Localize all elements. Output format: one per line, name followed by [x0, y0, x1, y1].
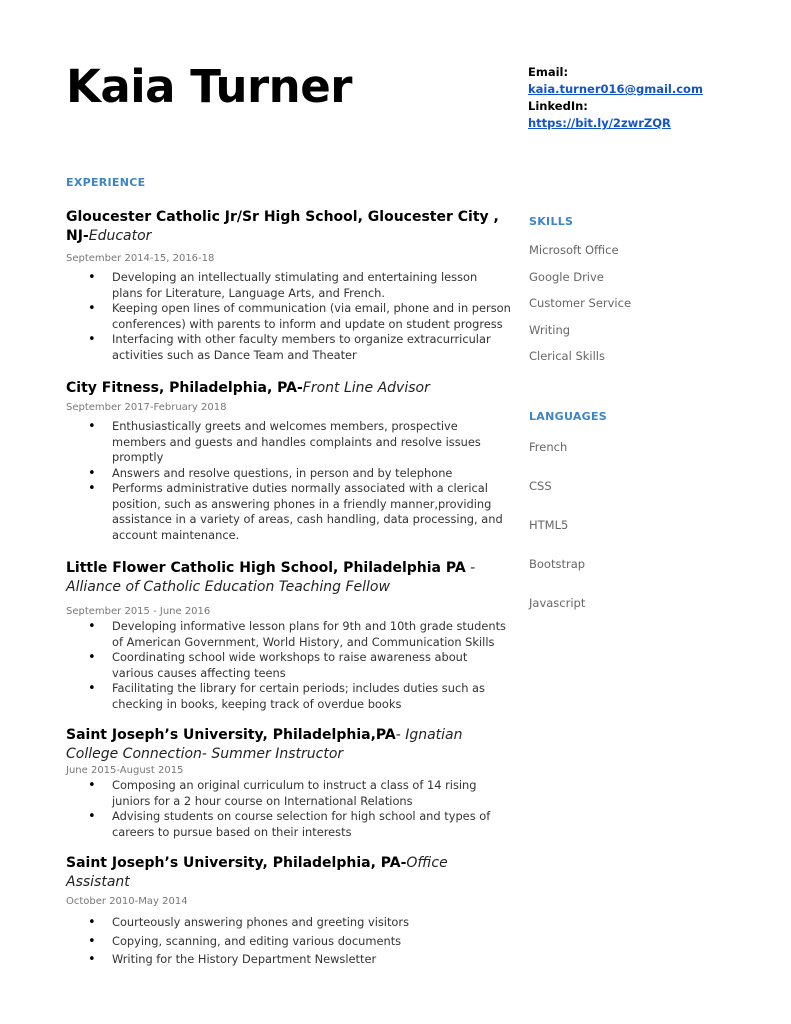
linkedin-link[interactable]: https://bit.ly/2zwrZQR	[528, 116, 671, 130]
skills-heading: SKILLS	[529, 215, 574, 228]
job-org: City Fitness, Philadelphia, PA-	[66, 380, 303, 396]
bullet-item: • Enthusiastically greets and welcomes members, prospective members and guests and handles complaints and resolve issues promptly	[66, 419, 511, 466]
job-bullets	[66, 778, 511, 840]
contact-block	[528, 64, 703, 132]
job-dates: October 2010-May 2014	[66, 896, 188, 907]
job-org: Saint Joseph’s University, Philadelphia,PA	[66, 727, 396, 743]
languages-heading: LANGUAGES	[529, 410, 608, 423]
job-bullets	[66, 419, 511, 543]
language-item: Bootstrap	[529, 557, 586, 571]
language-item: Javascript	[529, 596, 586, 610]
job-dates: September 2015 - June 2016	[66, 606, 211, 617]
language-item: French	[529, 440, 568, 454]
job-dates: September 2014-15, 2016-18	[66, 253, 215, 264]
job-org: Saint Joseph’s University, Philadelphia, PA-	[66, 855, 407, 871]
job-role: Office Assistant	[66, 855, 448, 890]
job-bullets	[66, 915, 511, 968]
job-entry	[66, 208, 511, 363]
bullet-item: • Answers and resolve questions, in person and by telephone	[66, 466, 511, 482]
skill-item: Microsoft Office	[529, 243, 619, 257]
bullet-item: • Interfacing with other faculty members to organize extracurricular activities such as Dance Team and Theater	[66, 332, 511, 363]
job-entry	[66, 379, 511, 543]
job-heading	[66, 208, 511, 246]
linkedin-label: LinkedIn:	[528, 99, 588, 113]
job-bullets	[66, 270, 511, 363]
language-item: HTML5	[529, 518, 569, 532]
skill-item: Writing	[529, 322, 571, 337]
bullet-item: • Developing an intellectually stimulating and entertaining lesson plans for Literature, Language Arts, and French.	[66, 270, 511, 301]
languages-section	[529, 410, 729, 634]
job-role: - Alliance of Catholic Education Teaching Fellow	[66, 560, 476, 595]
job-role: - Ignatian College Connection- Summer Instructor	[66, 727, 463, 762]
job-heading	[66, 559, 511, 597]
job-dates: September 2017-February 2018	[66, 402, 227, 413]
job-org: Gloucester Catholic Jr/Sr High School, Gloucester City , NJ-	[66, 209, 499, 244]
bullet-item: • Advising students on course selection for high school and types of careers to pursue based on their interests	[66, 809, 511, 840]
email-label: Email:	[528, 65, 569, 79]
bullet-item: • Keeping open lines of communication (via email, phone and in person conferences) with parents to inform and update on student progress	[66, 301, 511, 332]
experience-heading: EXPERIENCE	[66, 176, 146, 189]
bullet-item: • Developing informative lesson plans for 9th and 10th grade students of American Government, World History, and Communication Skills	[66, 619, 511, 650]
experience-section	[66, 208, 511, 980]
bullet-item: • Performs administrative duties normally associated with a clerical position, such as answering phones in a friendly manner,providing assistance in a variety of areas, cash handling, data processing, and account maintenance.	[66, 481, 511, 543]
job-heading	[66, 854, 511, 892]
job-org: Little Flower Catholic High School, Philadelphia PA	[66, 560, 466, 576]
job-entry	[66, 726, 511, 840]
bullet-item: • Writing for the History Department Newsletter	[66, 952, 511, 968]
language-item: CSS	[529, 479, 552, 493]
candidate-name: Kaia Turner	[66, 60, 352, 113]
skill-item: Customer Service	[529, 296, 632, 310]
skills-section	[529, 215, 729, 365]
bullet-item: • Copying, scanning, and editing various documents	[66, 934, 511, 950]
job-heading	[66, 379, 511, 398]
job-entry	[66, 854, 511, 968]
job-role: Educator	[88, 228, 152, 244]
bullet-item: • Composing an original curriculum to instruct a class of 14 rising juniors for a 2 hour course on International Relations	[66, 778, 511, 809]
job-dates: June 2015-August 2015	[66, 765, 184, 776]
bullet-item: • Facilitating the library for certain periods; includes duties such as checking in books, keeping track of overdue books	[66, 681, 511, 712]
job-heading	[66, 726, 511, 764]
job-role: Front Line Advisor	[302, 380, 430, 396]
job-entry	[66, 559, 511, 712]
email-link[interactable]: kaia.turner016@gmail.com	[528, 82, 703, 96]
bullet-item: • Coordinating school wide workshops to raise awareness about various causes affecting teens	[66, 650, 511, 681]
job-bullets	[66, 619, 511, 712]
bullet-item: • Courteously answering phones and greeting visitors	[66, 915, 511, 931]
skill-item: Clerical Skills	[529, 349, 605, 363]
skill-item: Google Drive	[529, 269, 604, 284]
